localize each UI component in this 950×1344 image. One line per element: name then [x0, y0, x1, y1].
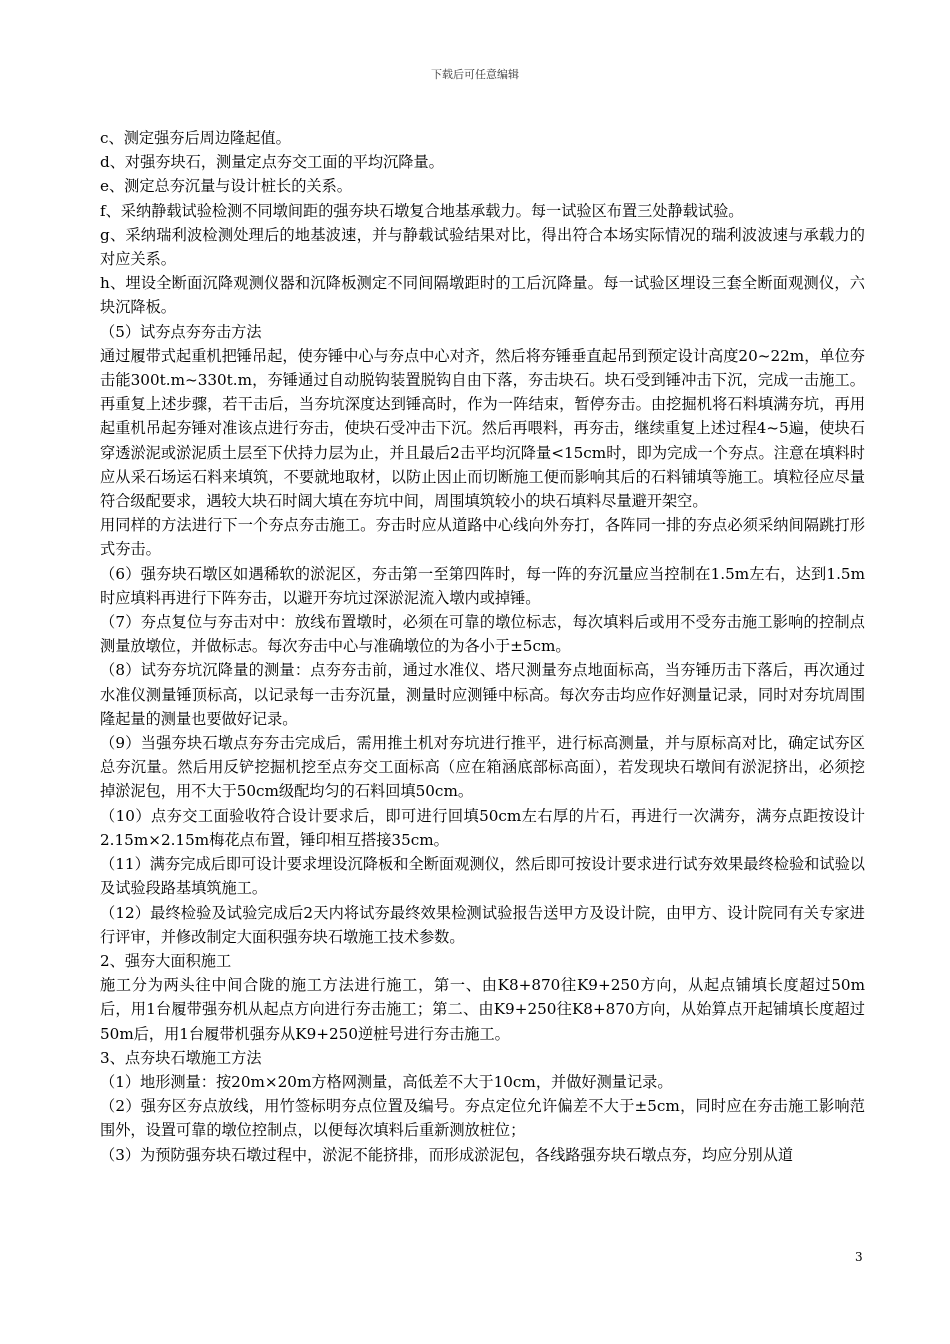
section-heading: 3、点夯块石墩施工方法	[100, 1048, 262, 1067]
paragraph: d、对强夯块石，测量定点夯交工面的平均沉降量。	[100, 153, 444, 172]
paragraph: e、测定总夯沉量与设计桩长的关系。	[100, 177, 352, 196]
paragraph: f、采纳静载试验检测不同墩间距的强夯块石墩复合地基承载力。每一试验区布置三处静载试验。	[100, 201, 744, 220]
paragraph: （6）强夯块石墩区如遇稀软的淤泥区，夯击第一至第四阵时，每一阵的夯沉量应当控制在1.5m左右，达到1.5m时应填料再进行下阵夯击，以避开夯坑过深淤泥流入墩内或掉锤。	[100, 564, 865, 607]
section-heading: 2、强夯大面积施工	[100, 951, 232, 970]
paragraph: （2）强夯区夯点放线，用竹签标明夯点位置及编号。夯点定位允许偏差不大于±5cm，同时应在夯击施工影响范围外，设置可靠的墩位控制点，以便每次填料后重新测放桩位；	[100, 1097, 865, 1140]
paragraph: （8）试夯夯坑沉降量的测量：点夯夯击前，通过水准仪、塔尺测量夯点地面标高，当夯锤历击下落后，再次通过水准仪测量锤顶标高，以记录每一击夯沉量，测量时应测锤中标高。每次夯击均应作好测量记录，同时对夯坑周围隆起量的测量也要做好记录。	[100, 661, 865, 728]
paragraph: （12）最终检验及试验完成后2天内将试夯最终效果检测试验报告送甲方及设计院，由甲方、设计院同有关专家进行评审，并修改制定大面积强夯块石墩施工技术参数。	[100, 903, 865, 946]
paragraph: 用同样的方法进行下一个夯点夯击施工。夯击时应从道路中心线向外夯打，各阵同一排的夯点必须采纳间隔跳打形式夯击。	[100, 516, 865, 559]
paragraph: 施工分为两头往中间合陇的施工方法进行施工，第一、由K8+870往K9+250方向，从起点铺填长度超过50m后，用1台履带强夯机从起点方向进行夯击施工；第二、由K9+250往K8+870方向，从始算点开起铺填长度超过50m后，用1台履带机强夯从K9+250逆桩号进行夯击施工。	[100, 976, 865, 1043]
paragraph: c、测定强夯后周边隆起值。	[100, 129, 291, 147]
document-body	[100, 126, 865, 1167]
page-header: 下载后可任意编辑	[431, 68, 519, 81]
paragraph: 通过履带式起重机把锤吊起，使夯锤中心与夯点中心对齐，然后将夯锤垂直起吊到预定设计高度20~22m，单位夯击能300t.m~330t.m，夯锤通过自动脱钩装置脱钩自由下落，夯击块石。块石受到锤冲击下沉，完成一击施工。再重复上述步骤，若干击后，当夯坑深度达到锤高时，作为一阵结束，暂停夯击。由挖掘机将石料填满夯坑，再用起重机吊起夯锤对准该点进行夯击，使块石受冲击下沉。然后再喂料，再夯击，继续重复上述过程4~5遍，使块石穿透淤泥或淤泥质土层至下伏持力层为止，并且最后2击平均沉降量<15cm时，即为完成一个夯点。注意在填料时应从采石场运石料来填筑，不要就地取材，以防止因止而切断施工便而影响其后的石料铺填等施工。填粒径应尽量符合级配要求，遇较大块石时阔大填在夯坑中间，周围填筑较小的块石填料尽量避开架空。	[100, 346, 865, 511]
paragraph: g、采纳瑞利波检测处理后的地基波速，并与静载试验结果对比，得出符合本场实际情况的瑞利波波速与承载力的对应关系。	[100, 225, 865, 269]
paragraph: （7）夯点复位与夯击对中：放线布置墩时，必须在可靠的墩位标志，每次填料后或用不受夯击施工影响的控制点测量放墩位，并做标志。每次夯击中心与准确墩位的为各小于±5cm。	[100, 613, 865, 656]
page-number: 3	[855, 1250, 863, 1264]
paragraph: （1）地形测量：按20m×20m方格网测量，高低差不大于10cm，并做好测量记录。	[100, 1072, 673, 1091]
paragraph: （9）当强夯块石墩点夯夯击完成后，需用推土机对夯坑进行推平，进行标高测量，并与原标高对比，确定试夯区总夯沉量。然后用反铲挖掘机挖至点夯交工面标高（应在箱涵底部标高面），若发现块石墩间有淤泥挤出，必须挖掉淤泥包，用不大于50cm级配均匀的石料回填50cm。	[100, 734, 865, 801]
paragraph: h、埋设全断面沉降观测仪器和沉降板测定不同间隔墩距时的工后沉降量。每一试验区埋设三套全断面观测仪，六块沉降板。	[100, 274, 865, 317]
section-heading: （5）试夯点夯夯击方法	[100, 322, 262, 341]
paragraph: （11）满夯完成后即可设计要求埋设沉降板和全断面观测仪，然后即可按设计要求进行试夯效果最终检验和试验以及试验段路基填筑施工。	[100, 855, 865, 898]
paragraph: （10）点夯交工面验收符合设计要求后，即可进行回填50cm左右厚的片石，再进行一次满夯，满夯点距按设计2.15m×2.15m梅花点布置，锤印相互搭接35cm。	[100, 806, 865, 849]
paragraph: （3）为预防强夯块石墩过程中，淤泥不能挤排，而形成淤泥包，各线路强夯块石墩点夯，均应分别从道	[100, 1145, 794, 1164]
